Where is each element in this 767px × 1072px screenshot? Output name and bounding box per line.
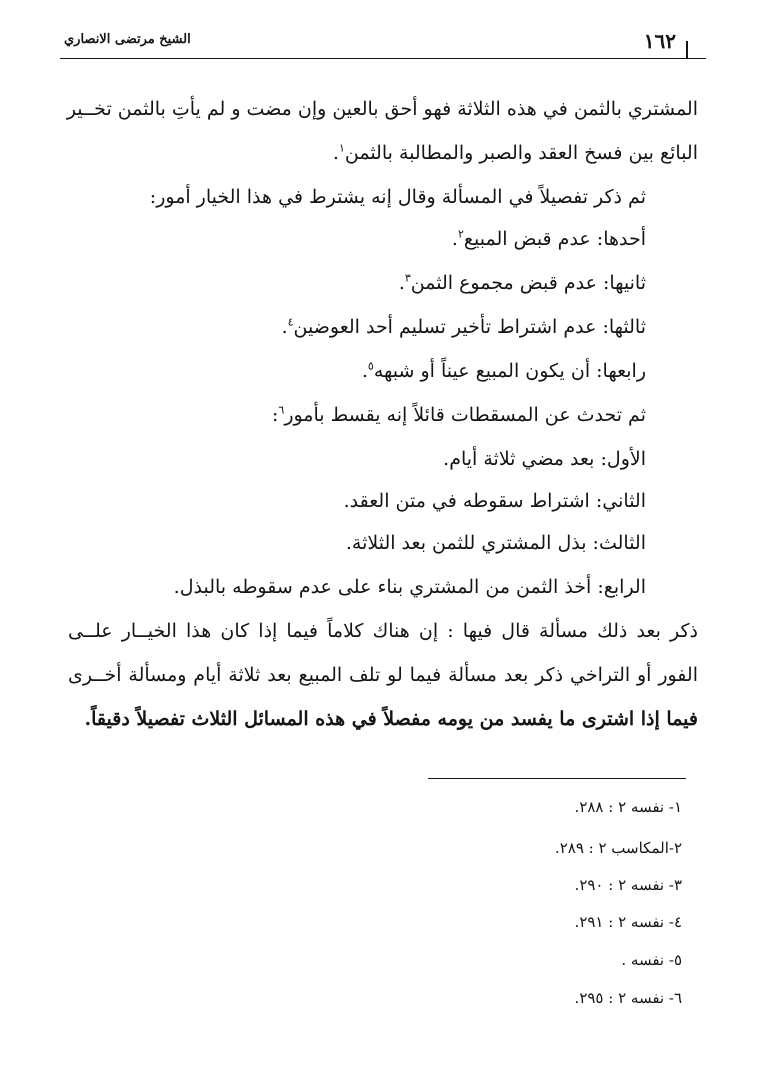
paragraph-line: ثم ذكر تفصيلاً في المسألة وقال إنه يشترط في هذا الخيار أمور: bbox=[149, 186, 646, 208]
footnote: ٦- نفسه ٢ : ٢٩٥. bbox=[574, 989, 682, 1007]
paragraph-line: الفور أو التراخي ذكر بعد مسألة فيما لو تلف المبيع بعد ثلاثة أيام ومسألة أخــرى bbox=[68, 664, 698, 686]
page-number: ١٦٢ bbox=[643, 29, 676, 53]
footnote-ref: ٤ bbox=[287, 315, 294, 329]
list-item: أحدها: عدم قبض المبيع$^٢$. bbox=[451, 227, 646, 250]
list-item: الثاني: اشتراط سقوطه في متن العقد. bbox=[343, 490, 646, 512]
paragraph-line: فيما إذا اشترى ما يفسد من يومه مفصلاً في هذه المسائل الثلاث تفصيلاً دقيقاً. bbox=[84, 708, 698, 730]
paragraph-line: المشتري بالثمن في هذه الثلاثة فهو أحق بالعين وإن مضت و لم يأتِ بالثمن تخــير bbox=[66, 98, 698, 120]
running-title: الشيخ مرتضى الانصاري bbox=[64, 32, 191, 47]
footnote-ref: ٦ bbox=[278, 403, 285, 417]
paragraph-line: ذكر بعد ذلك مسألة قال فيها : إن هناك كلاماً فيما إذا كان هذا الخيــار علــى bbox=[68, 620, 698, 642]
footnote-ref: ٣ bbox=[404, 271, 411, 285]
paragraph-line: ثم تحدث عن المسقطات قائلاً إنه يقسط بأمور$^٦$: bbox=[271, 403, 646, 426]
footnote: ٣- نفسه ٢ : ٢٩٠. bbox=[574, 876, 682, 894]
footnote: ٢-المكاسب ٢ : ٢٨٩. bbox=[554, 839, 682, 857]
footnote-ref: ١ bbox=[338, 141, 345, 155]
list-item: ثالثها: عدم اشتراط تأخير تسليم أحد العوضين$^٤$. bbox=[281, 315, 646, 338]
list-item: الثالث: بذل المشتري للثمن بعد الثلاثة. bbox=[345, 532, 646, 554]
footnote: ١- نفسه ٢ : ٢٨٨. bbox=[574, 798, 682, 816]
paragraph-line: البائع بين فسخ العقد والصبر والمطالبة بالثمن$^١$. bbox=[332, 141, 698, 164]
footnote: ٥- نفسه . bbox=[621, 951, 682, 969]
list-item: رابعها: أن يكون المبيع عيناً أو شبهه$^٥$. bbox=[361, 359, 646, 382]
footnote-ref: ٢ bbox=[457, 227, 464, 241]
page-header bbox=[60, 28, 706, 59]
footnote-ref: ٥ bbox=[367, 359, 374, 373]
footnote: ٤- نفسه ٢ : ٢٩١. bbox=[574, 913, 682, 931]
list-item: الرابع: أخذ الثمن من المشتري بناء على عدم سقوطه بالبذل. bbox=[173, 576, 646, 598]
footnote-separator bbox=[428, 778, 686, 779]
header-divider bbox=[686, 41, 688, 58]
list-item: الأول: بعد مضي ثلاثة أيام. bbox=[443, 448, 646, 470]
list-item: ثانيها: عدم قبض مجموع الثمن$^٣$. bbox=[398, 271, 646, 294]
